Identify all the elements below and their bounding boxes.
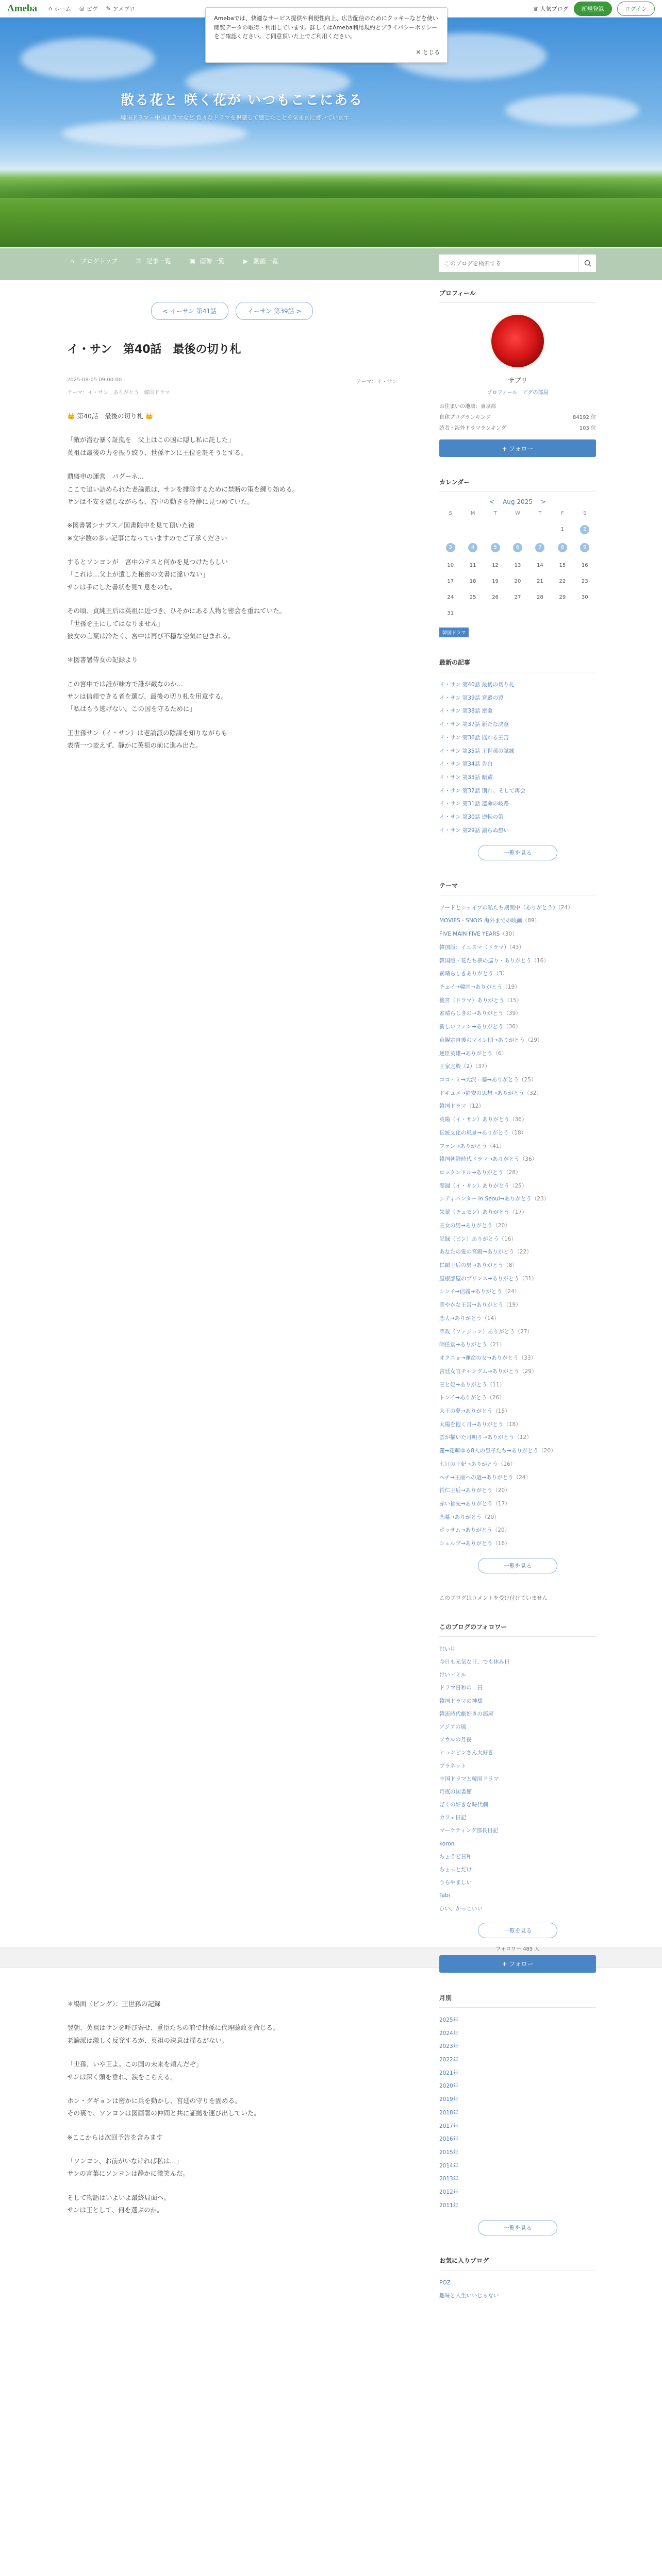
theme-list: [439, 902, 596, 1551]
article-paragraph: この宮中では誰が味方で誰が敵なのか… サンは信頼できる者を選び、最後の切り札を用意する。 「私はもう逃げない。この国を守るために」: [67, 680, 228, 713]
theme-link[interactable]: 赤い袖先→ありがとう（17）: [439, 1500, 510, 1507]
search-button[interactable]: [578, 255, 596, 272]
profile-title: プロフィール: [439, 289, 596, 303]
calendar-day[interactable]: 30: [581, 595, 588, 600]
recent-article-link[interactable]: イ・サン 第35話 王世孫の試練: [439, 748, 515, 754]
theme-link[interactable]: ポッサム→ありがとう（20）: [439, 1527, 510, 1534]
theme-link[interactable]: 素晴らしきありがとう（3）: [439, 971, 508, 977]
blog-icon: ✎: [106, 5, 111, 12]
archive-widget: [439, 1993, 596, 2235]
archive-link[interactable]: 2022年: [439, 2056, 459, 2063]
theme-link[interactable]: ココ・ミ→大沢一幕→ありがとう（25）: [439, 1076, 537, 1083]
calendar-day[interactable]: 13: [514, 563, 521, 568]
top-nav-blog[interactable]: ✎ アメブロ: [106, 5, 136, 12]
calendar-weekday: S: [583, 511, 587, 516]
theme-link[interactable]: 後宮（ドラマ）ありがとう（15）: [439, 997, 522, 1004]
comment-note: このブログはコメントを受け付けていません: [439, 1595, 548, 1601]
list-icon: ☰: [136, 257, 142, 265]
followers-title: このブログのフォロワー: [439, 1622, 596, 1637]
recent-article-link[interactable]: イ・サン 第29話 譲らぬ想い: [439, 827, 509, 834]
archive-link[interactable]: 2013年: [439, 2176, 459, 2182]
theme-link[interactable]: 逆臣英雄→ありがとう（6）: [439, 1050, 507, 1057]
theme-link[interactable]: 韓国版：イエスマ（ドラマ）（43）: [439, 944, 524, 951]
theme-link[interactable]: オクニョ→運命の女→ありがとう（33）: [439, 1355, 537, 1362]
article-title: イ・サン 第40話 最後の切り札: [67, 343, 241, 356]
theme-link[interactable]: ドキュメ→静安の思想→ありがとう（32）: [439, 1090, 542, 1096]
recent-articles-widget: [439, 658, 596, 860]
ranking-row: 自称プログランキング 84192 位: [439, 415, 596, 420]
follower-link[interactable]: 韓国ドラマの神様: [439, 1698, 483, 1704]
article-paragraph: ※図書署シナプス／図書院中を見て頂いた後 ※文字数の多い記事になっていますのでご了承ください: [67, 521, 227, 542]
archive-link[interactable]: 2018年: [439, 2109, 459, 2116]
pigg-icon: ◎: [79, 5, 85, 12]
follower-link[interactable]: koron: [439, 1840, 455, 1847]
calendar-day[interactable]: 24: [447, 595, 454, 600]
theme-link[interactable]: チェイ→韓国→ありがとう（19）: [439, 984, 520, 990]
article-paragraph: そして物語はいよいよ最終局面へ。 サンは王として、何を選ぶのか。: [67, 2193, 171, 2214]
follower-link[interactable]: 甘い月: [439, 1646, 456, 1652]
follower-link[interactable]: ソウルの月夜: [439, 1737, 472, 1743]
favorite-blog-link[interactable]: POZ: [439, 2279, 451, 2286]
nav-blog-top[interactable]: ⌂ ブログトップ: [70, 257, 118, 265]
archive-link[interactable]: 2014年: [439, 2162, 459, 2169]
calendar-day: [529, 527, 551, 534]
calendar-day[interactable]: 9: [574, 545, 596, 552]
calendar-weekday: M: [470, 511, 475, 516]
theme-link[interactable]: 大王の夢→ありがとう（15）: [439, 1408, 510, 1414]
calendar-next-icon[interactable]: >: [540, 498, 546, 505]
recent-title: 最新の記事: [439, 658, 596, 672]
pigg-room-link[interactable]: ピグの部屋: [522, 390, 549, 396]
follower-link[interactable]: カフェ日記: [439, 1815, 466, 1821]
blog-search-input[interactable]: [439, 255, 578, 272]
article-meta: [67, 377, 397, 385]
article-date: 2025-08-05 09:00:00: [67, 377, 122, 383]
follower-link[interactable]: Tabi: [439, 1892, 450, 1899]
article-paragraph: 鼎盛申の運営 バグーネ... ここで追い詰められた老論派は、サンを排除するために禁断の策を練り始める。 サンは不安を隠しながらも、宮中の動きを冷静に見つめていた。: [67, 472, 299, 505]
calendar-day[interactable]: 22: [559, 579, 566, 584]
theme-link[interactable]: 素晴らしきの→ありがとう（39）: [439, 1010, 521, 1017]
calendar-day[interactable]: 20: [514, 579, 521, 584]
follower-link[interactable]: けい・ミル: [439, 1672, 467, 1679]
top-nav-pigg[interactable]: ◎ ピグ: [79, 5, 98, 12]
theme-widget: [439, 881, 596, 1573]
calendar-weekday: T: [493, 511, 497, 516]
archive-link[interactable]: 2011年: [439, 2202, 459, 2209]
archive-link[interactable]: 2016年: [439, 2136, 459, 2143]
login-button[interactable]: ログイン: [617, 2, 655, 16]
follower-link[interactable]: プラネット: [439, 1762, 467, 1769]
theme-link[interactable]: 王と妃→ありがとう（11）: [439, 1381, 505, 1388]
recent-article-link[interactable]: イ・サン 第38話 密命: [439, 708, 493, 715]
cookie-notice: [205, 7, 448, 63]
archive-link[interactable]: 2017年: [439, 2123, 459, 2129]
recent-article-link[interactable]: イ・サン 第36話 揺れる王宮: [439, 734, 509, 741]
image-icon: ▣: [189, 257, 195, 265]
theme-link[interactable]: 宮廷女官チャングム→ありがとう（29）: [439, 1368, 537, 1375]
archive-list: [439, 2014, 596, 2213]
profile-name[interactable]: サブリ: [507, 377, 528, 385]
calendar-day[interactable]: 8: [551, 545, 573, 552]
cookie-text: Amebaでは、快適なサービス提供や利便性向上、広告配信のためにクッキーなどを使い閲覧データの取得・利用しています。詳しくはAmeba利用規約とプライバシーポリシーをご確認ください。ご同意頂いた上でご利用ください。: [214, 15, 438, 40]
followers-widget: [439, 1622, 596, 1973]
blog-description: 韓国ドラマ・中国ドラマなど 色々なドラマを視聴して感じたことを気ままに書いています: [121, 114, 350, 121]
article-paragraph: 王世孫サン（イ・サン）は老論派の陰謀を知りながらも 表情一つ変えず、静かに英祖の前に進み出た。: [67, 728, 228, 750]
profile-link[interactable]: プロフィール: [487, 390, 518, 396]
nav-image-list[interactable]: ▣ 画像一覧: [189, 257, 225, 265]
theme-link[interactable]: シンイ→信義→ありがとう（24）: [439, 1289, 520, 1295]
theme-link[interactable]: 雲が描いた月明り→ありがとう（12）: [439, 1434, 532, 1441]
archive-link[interactable]: 2021年: [439, 2070, 459, 2076]
theme-link[interactable]: ロックンドル→ありがとう（28）: [439, 1170, 521, 1176]
recent-article-link[interactable]: イ・サン 第30話 逆転の策: [439, 814, 504, 821]
archive-link[interactable]: 2019年: [439, 2096, 459, 2103]
calendar-day[interactable]: 14: [537, 563, 543, 568]
article-theme[interactable]: テーマ：イ・サン: [356, 379, 397, 385]
theme-link[interactable]: 華やかな王宮→ありがとう（19）: [439, 1302, 521, 1309]
calendar-day[interactable]: 19: [492, 579, 499, 584]
article-body: [67, 410, 397, 752]
recent-article-link[interactable]: イ・サン 第32話 別れ、そして再会: [439, 787, 526, 794]
recent-article-link[interactable]: イ・サン 第37話 新たな決意: [439, 721, 509, 728]
follower-link[interactable]: ひい、かっこいい: [439, 1905, 483, 1912]
theme-link[interactable]: 師任堂→ありがとう（21）: [439, 1342, 505, 1348]
calendar-day[interactable]: 31: [447, 611, 454, 616]
theme-link[interactable]: シュルプ→ありがとう（16）: [439, 1540, 510, 1547]
prev-next-nav: [67, 302, 397, 320]
theme-link[interactable]: ファン→ありがとう（41）: [439, 1143, 505, 1149]
follower-link[interactable]: 月夜の図書館: [439, 1788, 472, 1795]
top-right: [533, 2, 655, 16]
register-button[interactable]: 新規登録: [574, 2, 612, 16]
theme-link[interactable]: FIVE MAIN FIVE YEARS（30）: [439, 931, 518, 938]
theme-link[interactable]: 恋慕→ありがとう（20）: [439, 1514, 500, 1520]
followers-more-button[interactable]: 一覧を見る: [478, 1923, 557, 1938]
calendar-day: [484, 527, 506, 534]
calendar-day[interactable]: 7: [529, 545, 551, 552]
theme-link[interactable]: 新しいファン→ありがとう（30）: [439, 1024, 521, 1030]
video-icon: ▶: [243, 257, 248, 265]
calendar-day[interactable]: 29: [559, 595, 566, 600]
article-paragraph: するとソンヨンが 宮中のテスと何かを見つけたらしい 「これは…父上が遺した秘密の文書に違いない」 サンは手にした書状を見て息をのむ。: [67, 558, 228, 591]
follower-link[interactable]: ぼくの好きな時代劇: [439, 1802, 488, 1808]
sidebar: [439, 289, 596, 2303]
close-icon: ✕: [416, 49, 421, 56]
follower-link[interactable]: マーケティング部長日記: [439, 1827, 499, 1834]
calendar-day[interactable]: 10: [447, 563, 454, 568]
calendar-weekday: S: [449, 511, 452, 516]
calendar-day[interactable]: 6: [506, 545, 528, 552]
theme-link[interactable]: 韓国版・花たち夢の巡り・ありがとう（16）: [439, 957, 549, 964]
cookie-close-button[interactable]: ✕ とじる: [416, 48, 440, 57]
recent-more-button[interactable]: 一覧を見る: [478, 845, 557, 860]
profile-bio: お住まいの地域：東京都: [439, 404, 496, 410]
calendar-grid: [439, 511, 596, 616]
theme-link[interactable]: 屋根部屋のプリンス→ありがとう（31）: [439, 1275, 537, 1282]
calendar-day: [506, 527, 528, 534]
calendar-day[interactable]: 25: [469, 595, 476, 600]
theme-link[interactable]: 仁顕王后の男→ありがとう（8）: [439, 1262, 518, 1269]
archive-title: 月別: [439, 1993, 596, 2008]
ameba-logo[interactable]: Ameba: [7, 3, 38, 14]
follower-count: フォロワー 485 人: [495, 1946, 540, 1952]
next-article-button[interactable]: イーサン 第39話 >: [236, 302, 313, 320]
article-paragraph: ＊場面（ピング）：王世孫の記録: [67, 2000, 161, 2008]
theme-link[interactable]: MOVIES・SNOIS 海外までの映画（89）: [439, 918, 540, 924]
comment-note-widget: [439, 1594, 596, 1602]
follow-button-2[interactable]: + フォロー: [439, 1955, 596, 1973]
calendar-day[interactable]: 28: [537, 595, 543, 600]
recent-article-link[interactable]: イ・サン 第39話 宮殿の罠: [439, 694, 504, 701]
recent-article-link[interactable]: イ・サン 第34話 告白: [439, 761, 493, 768]
calendar-day[interactable]: 18: [469, 579, 476, 584]
calendar-day[interactable]: 1: [560, 527, 565, 532]
theme-link[interactable]: 貞観定自後のマイレ団→ありがとう（29）: [439, 1037, 543, 1043]
follower-link[interactable]: ちょうど日和: [439, 1853, 472, 1860]
theme-link[interactable]: 王女の男→ありがとう（20）: [439, 1222, 510, 1229]
calendar-day[interactable]: 3: [439, 545, 461, 552]
follower-link[interactable]: 今日も元気な日、でも休み日: [439, 1659, 510, 1666]
recent-article-link[interactable]: イ・サン 第31話 運命の岐路: [439, 801, 509, 807]
theme-link[interactable]: 伝統文化の風景→ありがとう（18）: [439, 1129, 527, 1136]
calendar-day[interactable]: 26: [492, 595, 499, 600]
ranking-row: 読者・海外ドラマランキング 103 位: [439, 426, 596, 431]
follower-link[interactable]: 韓流時代劇好きの部屋: [439, 1710, 493, 1717]
calendar-day[interactable]: 5: [484, 545, 506, 552]
theme-link[interactable]: 太陽を抱く月→ありがとう（18）: [439, 1421, 521, 1428]
search-icon: [584, 260, 591, 267]
theme-link[interactable]: シティハンター in Seoul→ありがとう（23）: [439, 1196, 550, 1202]
calendar-day[interactable]: 15: [559, 563, 566, 568]
theme-badge[interactable]: 韓国ドラマ: [439, 628, 469, 637]
article-paragraph: 翌朝、英祖はサンを呼び寄せ、重臣たちの前で世孫に代理聴政を命じる。 老論派は激しく反発するが、英祖の決意は揺るがない。: [67, 2024, 279, 2044]
article-paragraph: 👑 第40話 最後の切り札 👑: [67, 412, 154, 420]
profile-widget: [439, 309, 596, 457]
calendar-day[interactable]: 27: [514, 595, 521, 600]
theme-link[interactable]: あなたの愛の宮殿→ありがとう（22）: [439, 1249, 532, 1256]
calendar-weekday: W: [515, 511, 520, 516]
calendar-day[interactable]: 16: [581, 563, 588, 568]
calendar-day: [439, 527, 461, 534]
favorite-blogs-list: [439, 2277, 596, 2303]
calendar-month: Aug 2025: [503, 498, 533, 505]
calendar-title: カレンダー: [439, 478, 596, 492]
follower-link[interactable]: アジアの風: [439, 1723, 467, 1730]
favorite-blogs-widget: [439, 2256, 596, 2303]
calendar-weekday: T: [538, 511, 542, 516]
article-paragraph: ※ここからは次回予告を含みます: [67, 2133, 163, 2141]
archive-link[interactable]: 2025年: [439, 2016, 459, 2023]
theme-link[interactable]: 麗→花萌ゆる8人の皇子たち→ありがとう（20）: [439, 1448, 556, 1454]
calendar-day[interactable]: 11: [469, 563, 476, 568]
follower-list: [439, 1643, 596, 1916]
theme-link[interactable]: ヘチ→王座への道→ありがとう（24）: [439, 1474, 531, 1481]
nav-article-list[interactable]: ☰ 記事一覧: [136, 257, 171, 265]
theme-link[interactable]: 王家之族（2）（37）: [439, 1063, 490, 1070]
article-paragraph: ＊図書署侍女の記録より: [67, 656, 138, 664]
blog-nav-bar: [0, 248, 662, 280]
calendar-day[interactable]: 2: [574, 527, 596, 534]
top-nav: [48, 5, 135, 13]
article-paragraph: ホン・グギョンは密かに兵を動かし、宮廷の守りを固める。 その裏で、ソンヨンは図画署の仲間と共に証拠を運び出していた。: [67, 2096, 260, 2117]
main-content: [67, 289, 397, 764]
calendar-weekday: F: [560, 511, 564, 516]
calendar-day[interactable]: 4: [461, 545, 484, 552]
follower-link[interactable]: ヒョンビンさん大好き: [439, 1750, 493, 1756]
follower-link[interactable]: ちょっとだけ: [439, 1867, 472, 1873]
calendar-day[interactable]: 21: [537, 579, 543, 584]
prev-article-button[interactable]: < イーサン 第41話: [151, 302, 228, 320]
theme-link[interactable]: 哲仁王后→ありがとう（20）: [439, 1487, 510, 1494]
recent-article-link[interactable]: イ・サン 第33話 暗躍: [439, 774, 493, 781]
top-nav-home[interactable]: ⌂ ホーム: [48, 5, 72, 12]
theme-link[interactable]: 英陽（イ・サン）ありがとう（36）: [439, 1116, 527, 1123]
favorite-blogs-title: お気に入りブログ: [439, 2256, 596, 2270]
theme-link[interactable]: 恋人→ありがとう（14）: [439, 1315, 500, 1321]
article-body-continued: [67, 1998, 397, 2217]
popular-blog-link[interactable]: ♛ 人気ブログ: [533, 5, 569, 12]
theme-link[interactable]: 華政（ファジョン）ありがとう（27）: [439, 1328, 533, 1335]
calendar-day[interactable]: 12: [492, 563, 499, 568]
home-icon: ⌂: [48, 5, 53, 12]
calendar-widget: [439, 478, 596, 637]
follower-link[interactable]: ドラマ日和の一日: [439, 1685, 483, 1691]
calendar-day[interactable]: 17: [447, 579, 454, 584]
main-content-continued: [67, 1984, 397, 2228]
article-paragraph: 「敵が潜む暴く証拠を 父上はこの国に隠し私に託した」 英祖は最後の力を振り絞り、世孫サンに王位を託そうとする。: [67, 436, 247, 456]
theme-link[interactable]: 記録（ピン）ありがとう（16）: [439, 1235, 517, 1242]
theme-link[interactable]: トンイ→ありがとう（26）: [439, 1395, 505, 1401]
theme-more-button[interactable]: 一覧を見る: [478, 1558, 557, 1573]
house-icon: ⌂: [70, 257, 74, 265]
theme-link[interactable]: 朱蒙（チュモン）ありがとう（17）: [439, 1209, 527, 1216]
favorite-blog-link[interactable]: 趣味と人生いいじゃない: [439, 2293, 499, 2299]
recent-list: [439, 679, 596, 838]
avatar[interactable]: [490, 313, 545, 369]
follower-link[interactable]: うらやましい: [439, 1879, 472, 1886]
archive-more-button[interactable]: 一覧を見る: [478, 2220, 557, 2235]
article-tags[interactable]: テーマ：イ・サン ありがとう 韓国ドラマ: [67, 390, 170, 396]
archive-link[interactable]: 2023年: [439, 2043, 459, 2050]
article-paragraph: 「ソンヨン、お前がいなければ私は…」 サンの言葉にソンヨンは静かに微笑んだ。: [67, 2157, 189, 2178]
calendar-day[interactable]: 23: [581, 579, 588, 584]
theme-link[interactable]: ソードとシェイプの私たち期間中（ありがとう）（24）: [439, 904, 573, 911]
article-paragraph: 「世孫、いや王よ。この国の未来を頼んだぞ」 サンは深く頭を垂れ、涙をこらえる。: [67, 2060, 203, 2081]
theme-link[interactable]: 七日の王妃→ありがとう（16）: [439, 1461, 516, 1467]
calendar-day: [461, 527, 484, 534]
follower-link[interactable]: 中国ドラマと韓国ドラマ: [439, 1775, 499, 1782]
nav-video-list[interactable]: ▶ 動画一覧: [243, 257, 278, 265]
theme-link[interactable]: 韓国朝鮮時代ドラマ→ありがとう（36）: [439, 1156, 538, 1163]
recent-article-link[interactable]: イ・サン 第40話 最後の切り札: [439, 682, 515, 688]
archive-link[interactable]: 2020年: [439, 2083, 459, 2090]
archive-link[interactable]: 2015年: [439, 2149, 459, 2156]
calendar-prev-icon[interactable]: <: [489, 498, 495, 505]
crown-icon: ♛: [533, 5, 539, 12]
archive-link[interactable]: 2024年: [439, 2030, 459, 2037]
theme-title: テーマ: [439, 881, 596, 895]
archive-link[interactable]: 2012年: [439, 2189, 459, 2196]
follow-button[interactable]: + フォロー: [439, 439, 596, 457]
blog-title[interactable]: 散る花と 咲く花が いつもここにある: [121, 93, 363, 108]
theme-link[interactable]: 翌週（イ・サン）ありがとう（25）: [439, 1182, 527, 1189]
blog-search: [439, 255, 596, 272]
theme-link[interactable]: 韓国ドラマ（12）: [439, 1103, 484, 1110]
article-paragraph: その頃、貞純王后は英祖に近づき、ひそかにある人物と密会を重ねていた。 「世孫を王にしてはなりません」 彼女の言葉は冷たく、宮中は再び不穏な空気に包まれる。: [67, 607, 286, 640]
